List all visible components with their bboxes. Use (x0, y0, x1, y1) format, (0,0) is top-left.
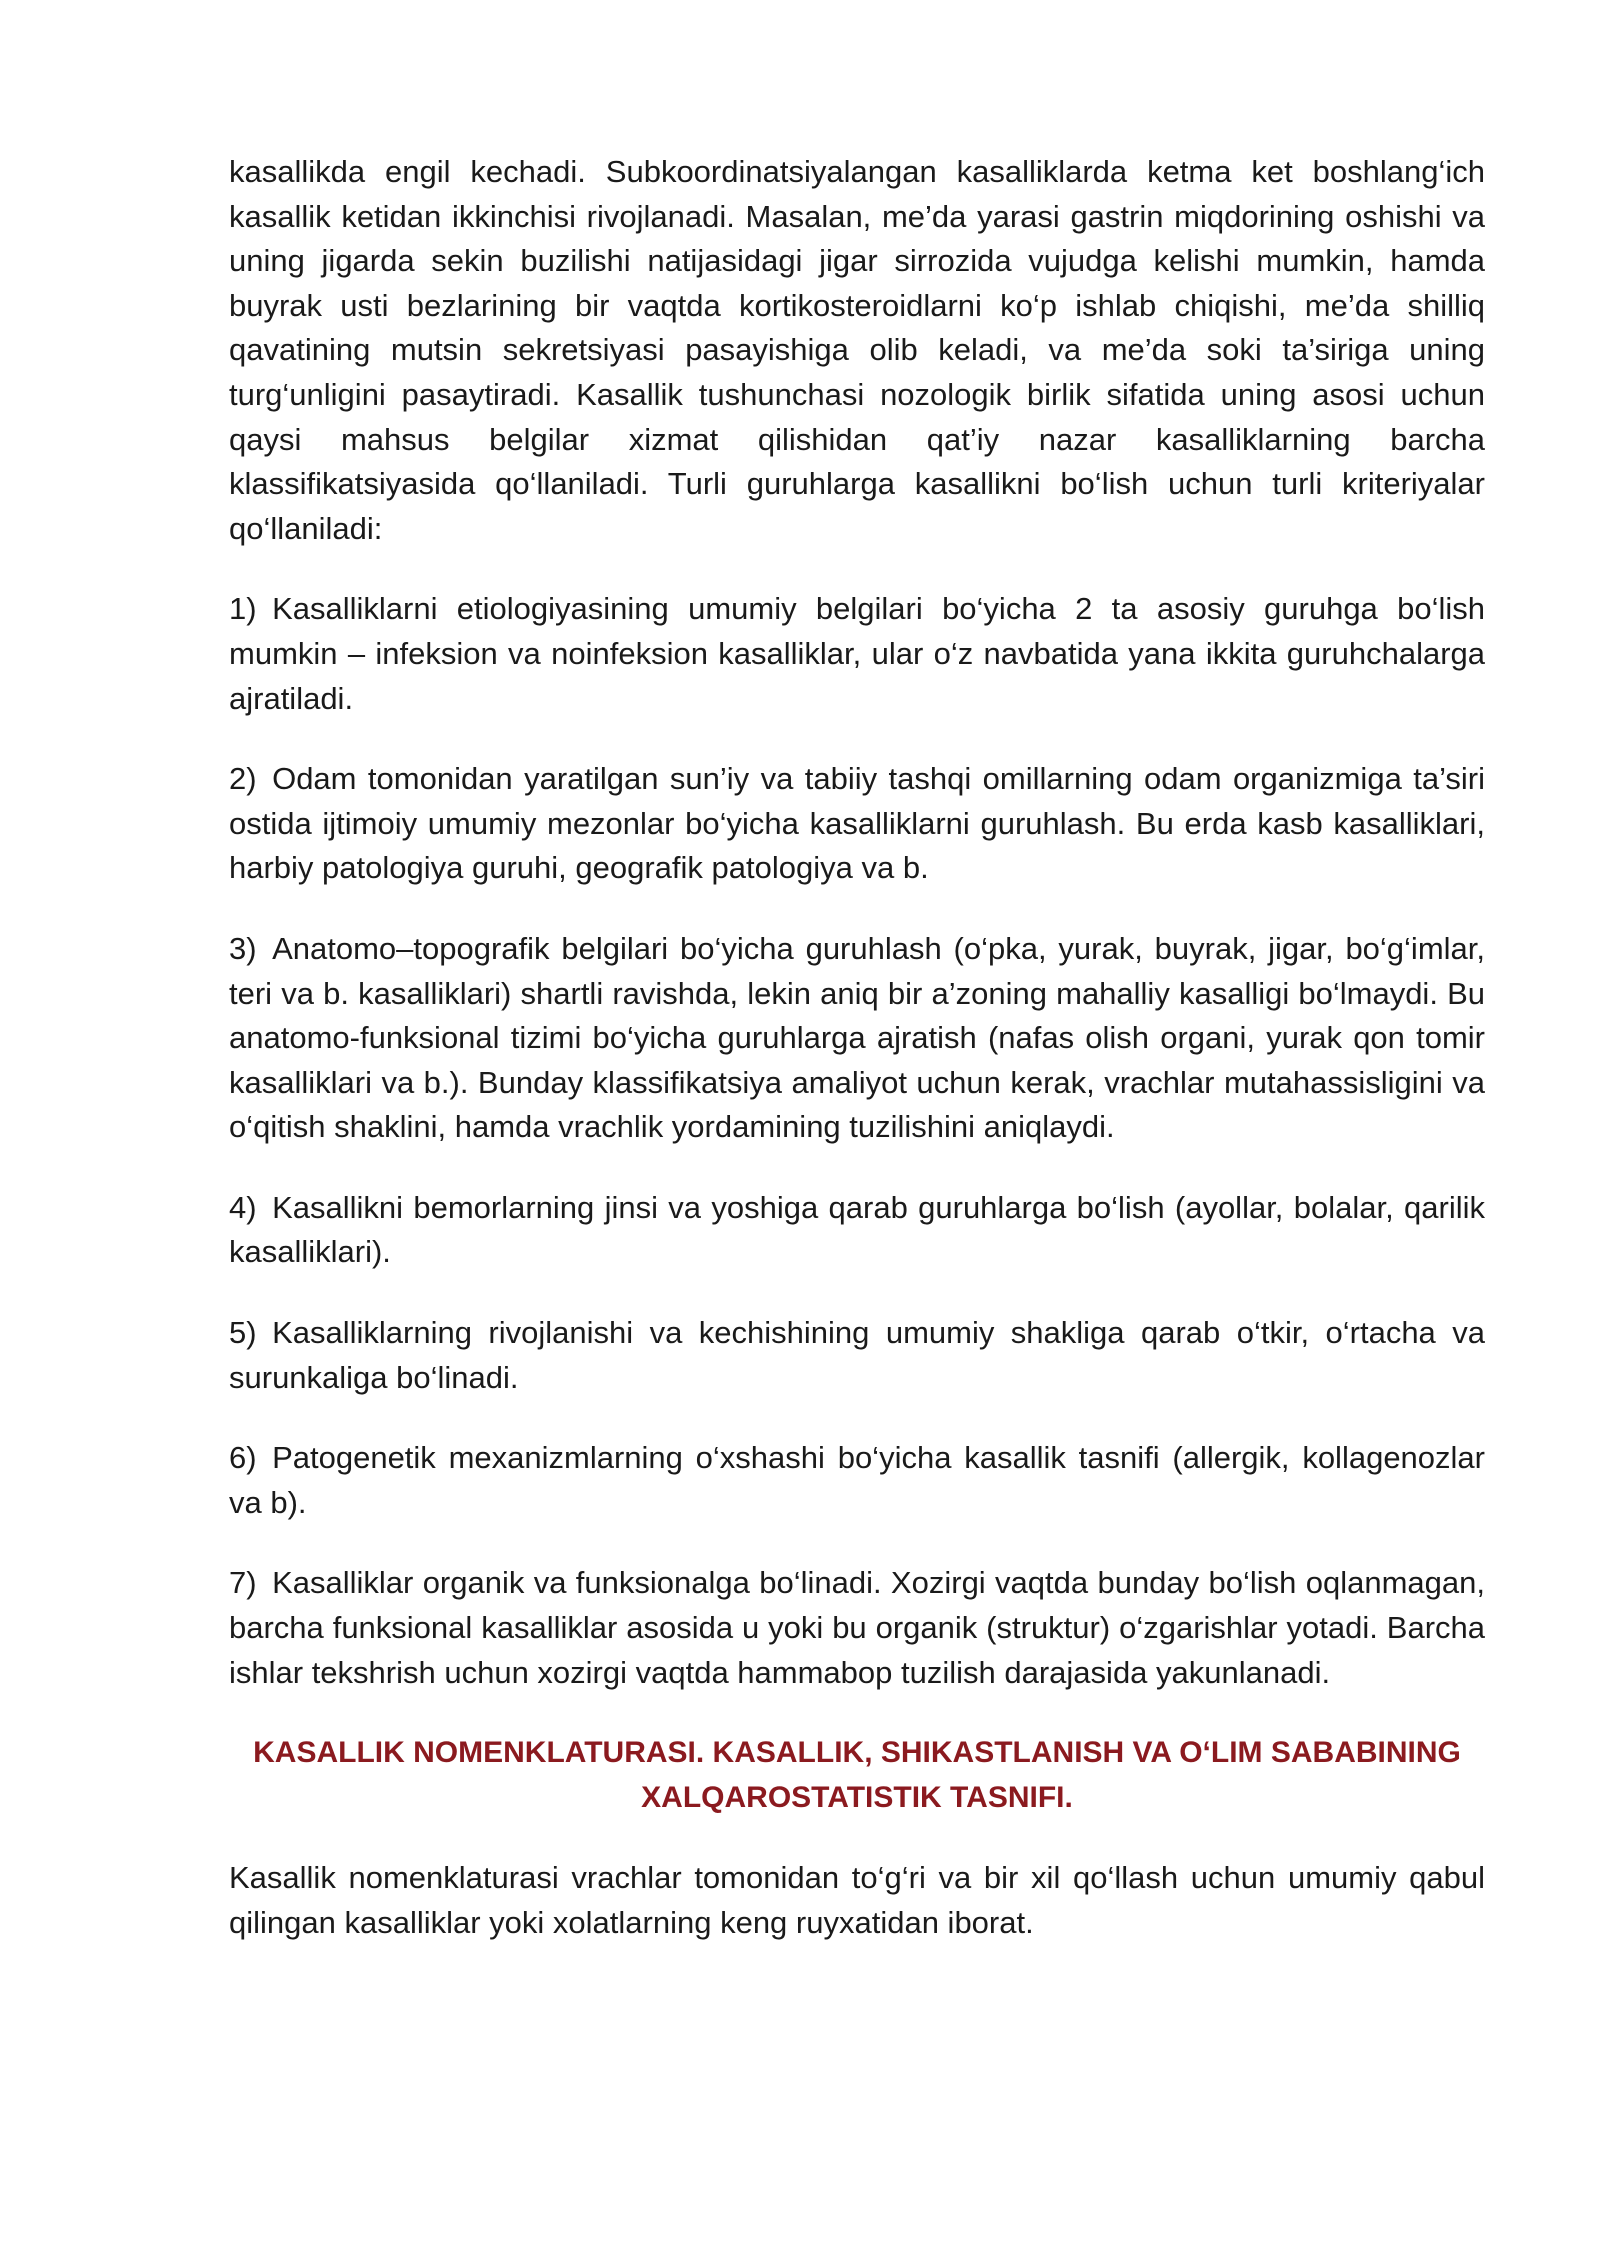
list-item-3 (229, 927, 1485, 1150)
list-item-text: Kasalliklarning rivojlanishi va kechishining umumiy shakliga qarab o‘tkir, o‘rtacha va surunkaliga bo‘linadi. (229, 1315, 1485, 1395)
list-item-text: Odam tomonidan yaratilgan sun’iy va tabiiy tashqi omillarning odam organizmiga ta’siri ostida ijtimoiy umumiy mezonlar bo‘yicha kasalliklarni guruhlash. Bu erda kasb kasalliklari, harbiy patologiya guruhi, geografik patologiya va b. (229, 761, 1485, 886)
list-item-number: 1) (229, 591, 257, 627)
list-item-4 (229, 1186, 1485, 1275)
list-item-number: 6) (229, 1440, 257, 1476)
document-page (229, 150, 1485, 1946)
list-item-text: Kasalliklar organik va funksionalga bo‘linadi. Xozirgi vaqtda bunday bo‘lish oqlanmagan, barcha funksional kasalliklar asosida u yoki bu organik (struktur) o‘zgarishlar yotadi. Barcha ishlar tekshrish uchun xozirgi vaqtda hammabop tuzilish darajasida yakunlanadi. (229, 1565, 1485, 1690)
list-item-number: 2) (229, 761, 257, 797)
list-item-text: Patogenetik mexanizmlarning o‘xshashi bo‘yicha kasallik tasnifi (allergik, kollagenozlar va b). (229, 1440, 1485, 1520)
list-item-7 (229, 1561, 1485, 1695)
list-item-text: Kasalliklarni etiologiyasining umumiy belgilari bo‘yicha 2 ta asosiy guruhga bo‘lish mumkin – infeksion va noinfeksion kasalliklar, ular o‘z navbatida yana ikkita guruhchalarga ajratiladi. (229, 591, 1485, 716)
list-item-text: Anatomo–topografik belgilari bo‘yicha guruhlash (o‘pka, yurak, buyrak, jigar, bo‘g‘imlar, teri va b. kasalliklari) shartli ravishda, lekin aniq bir a’zoning mahalliy kasalligi bo‘lmaydi. Bu anatomo-funksional tizimi bo‘yicha guruhlarga ajratish (nafas olish organi, yurak qon tomir kasalliklari va b.). Bunday klassifikatsiya amaliyot uchun kerak, vrachlar mutahassisligini va o‘qitish shaklini, hamda vrachlik yordamining tuzilishini aniqlaydi. (229, 930, 1485, 1145)
list-item-number: 3) (229, 930, 257, 966)
closing-paragraph: Kasallik nomenklaturasi vrachlar tomonidan to‘g‘ri va bir xil qo‘llash uchun umumiy qabul qilingan kasalliklar yoki xolatlarning keng ruyxatidan iborat. (229, 1860, 1485, 1940)
list-item-6 (229, 1436, 1485, 1525)
list-item-number: 4) (229, 1189, 257, 1225)
list-item-number: 5) (229, 1315, 257, 1351)
list-item-5 (229, 1311, 1485, 1400)
list-item-number: 7) (229, 1565, 257, 1601)
intro-paragraph: kasallikda engil kechadi. Subkoordinatsiyalangan kasalliklarda ketma ket boshlang‘ich kasallik ketidan ikkinchisi rivojlanadi. Masalan, me’da yarasi gastrin miqdorining oshishi va uning jigarda sekin buzilishi natijasidagi jigar sirrozida vujudga kelishi mumkin, hamda buyrak usti bezlarining bir vaqtda kortikosteroidlarni ko‘p ishlab chiqishi, me’da shilliq qavatining mutsin sekretsiyasi pasayishiga olib keladi, va me’da soki ta’siriga uning turg‘unligini pasaytiradi. Kasallik tushunchasi nozologik birlik sifatida uning asosi uchun qaysi mahsus belgilar xizmat qilishidan qat’iy nazar kasalliklarning barcha klassifikatsiyasida qo‘llaniladi. Turli guruhlarga kasallikni bo‘lish uchun turli kriteriyalar qo‘llaniladi: (229, 154, 1485, 546)
classification-list (229, 587, 1485, 1695)
list-item-2 (229, 757, 1485, 891)
section-heading: KASALLIK NOMENKLATURASI. KASALLIK, SHIKASTLANISH VA O‘LIM SABABINING XALQAROSTATISTIK TASNIFI. (253, 1736, 1461, 1814)
list-item-1 (229, 587, 1485, 721)
list-item-text: Kasallikni bemorlarning jinsi va yoshiga qarab guruhlarga bo‘lish (ayollar, bolalar, qarilik kasalliklari). (229, 1189, 1485, 1270)
